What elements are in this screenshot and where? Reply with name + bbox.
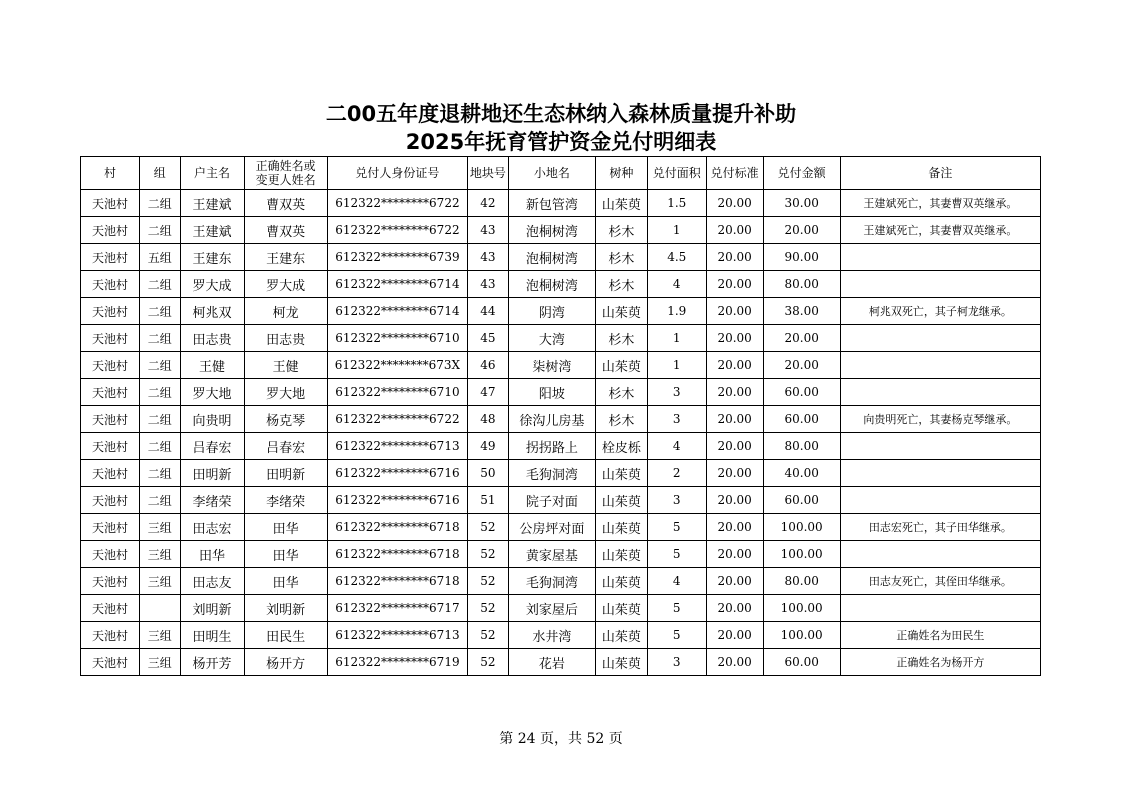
cell-head-of-household: 田华 xyxy=(180,541,244,568)
cell-group: 二组 xyxy=(139,298,180,325)
cell-id-number: 612322********6710 xyxy=(327,325,467,352)
cell-group: 五组 xyxy=(139,244,180,271)
cell-note xyxy=(840,325,1040,352)
table-row xyxy=(81,271,1041,298)
cell-group: 三组 xyxy=(139,568,180,595)
cell-amount: 60.00 xyxy=(763,487,840,514)
cell-corrected-name: 田华 xyxy=(244,568,327,595)
cell-amount: 80.00 xyxy=(763,433,840,460)
cell-amount: 38.00 xyxy=(763,298,840,325)
cell-note xyxy=(840,595,1040,622)
cell-area: 3 xyxy=(647,406,706,433)
cell-village: 天池村 xyxy=(81,406,140,433)
cell-tree-species: 山茱萸 xyxy=(596,568,648,595)
cell-id-number: 612322********6719 xyxy=(327,649,467,676)
cell-area: 1.9 xyxy=(647,298,706,325)
cell-area: 4 xyxy=(647,433,706,460)
cell-note: 正确姓名为田民生 xyxy=(840,622,1040,649)
cell-area: 4 xyxy=(647,271,706,298)
cell-amount: 60.00 xyxy=(763,406,840,433)
header-amount: 兑付金额 xyxy=(763,157,840,190)
cell-note: 正确姓名为杨开方 xyxy=(840,649,1040,676)
header-village: 村 xyxy=(81,157,140,190)
cell-plot-number: 52 xyxy=(468,514,509,541)
cell-village: 天池村 xyxy=(81,487,140,514)
cell-standard: 20.00 xyxy=(706,379,763,406)
cell-village: 天池村 xyxy=(81,649,140,676)
payment-table xyxy=(80,156,1041,676)
header-area: 兑付面积 xyxy=(647,157,706,190)
cell-tree-species: 杉木 xyxy=(596,379,648,406)
cell-plot-number: 44 xyxy=(468,298,509,325)
cell-note: 王建斌死亡，其妻曹双英继承。 xyxy=(840,217,1040,244)
cell-corrected-name: 田华 xyxy=(244,514,327,541)
cell-village: 天池村 xyxy=(81,514,140,541)
cell-group xyxy=(139,595,180,622)
table-row xyxy=(81,568,1041,595)
cell-amount: 20.00 xyxy=(763,352,840,379)
cell-plot-number: 52 xyxy=(468,622,509,649)
cell-note xyxy=(840,352,1040,379)
cell-plot-number: 45 xyxy=(468,325,509,352)
cell-corrected-name: 罗大成 xyxy=(244,271,327,298)
cell-amount: 80.00 xyxy=(763,568,840,595)
cell-plot-name: 阳坡 xyxy=(508,379,595,406)
cell-tree-species: 山茱萸 xyxy=(596,541,648,568)
cell-area: 2 xyxy=(647,460,706,487)
table-row xyxy=(81,649,1041,676)
cell-corrected-name: 李绪荣 xyxy=(244,487,327,514)
cell-note: 向贵明死亡，其妻杨克琴继承。 xyxy=(840,406,1040,433)
cell-tree-species: 栓皮栎 xyxy=(596,433,648,460)
cell-tree-species: 山茱萸 xyxy=(596,190,648,217)
header-corrected-line1: 正确姓名或 xyxy=(255,159,316,173)
cell-area: 4.5 xyxy=(647,244,706,271)
cell-group: 二组 xyxy=(139,352,180,379)
cell-head-of-household: 田志贵 xyxy=(180,325,244,352)
cell-standard: 20.00 xyxy=(706,271,763,298)
table-row xyxy=(81,433,1041,460)
table-row xyxy=(81,379,1041,406)
cell-plot-name: 泡桐树湾 xyxy=(508,244,595,271)
cell-note xyxy=(840,271,1040,298)
cell-plot-number: 48 xyxy=(468,406,509,433)
cell-standard: 20.00 xyxy=(706,487,763,514)
cell-amount: 30.00 xyxy=(763,190,840,217)
cell-village: 天池村 xyxy=(81,568,140,595)
cell-corrected-name: 杨开方 xyxy=(244,649,327,676)
cell-corrected-name: 田民生 xyxy=(244,622,327,649)
cell-id-number: 612322********6718 xyxy=(327,541,467,568)
cell-corrected-name: 田明新 xyxy=(244,460,327,487)
table-row xyxy=(81,622,1041,649)
cell-group: 二组 xyxy=(139,460,180,487)
title-line-2: 2025年抚育管护资金兑付明细表 xyxy=(405,130,717,154)
cell-group: 二组 xyxy=(139,487,180,514)
cell-village: 天池村 xyxy=(81,541,140,568)
cell-plot-number: 52 xyxy=(468,568,509,595)
cell-village: 天池村 xyxy=(81,595,140,622)
cell-id-number: 612322********6739 xyxy=(327,244,467,271)
cell-head-of-household: 王健 xyxy=(180,352,244,379)
cell-note: 王建斌死亡，其妻曹双英继承。 xyxy=(840,190,1040,217)
cell-plot-name: 公房坪对面 xyxy=(508,514,595,541)
header-note: 备注 xyxy=(840,157,1040,190)
cell-id-number: 612322********6710 xyxy=(327,379,467,406)
cell-tree-species: 杉木 xyxy=(596,244,648,271)
cell-corrected-name: 刘明新 xyxy=(244,595,327,622)
cell-group: 三组 xyxy=(139,622,180,649)
cell-plot-name: 拐拐路上 xyxy=(508,433,595,460)
cell-village: 天池村 xyxy=(81,622,140,649)
cell-amount: 20.00 xyxy=(763,217,840,244)
cell-note: 柯兆双死亡，其子柯龙继承。 xyxy=(840,298,1040,325)
cell-area: 5 xyxy=(647,622,706,649)
cell-group: 二组 xyxy=(139,271,180,298)
cell-amount: 100.00 xyxy=(763,514,840,541)
cell-amount: 40.00 xyxy=(763,460,840,487)
cell-head-of-household: 王建斌 xyxy=(180,190,244,217)
cell-tree-species: 山茱萸 xyxy=(596,352,648,379)
cell-plot-number: 52 xyxy=(468,541,509,568)
cell-village: 天池村 xyxy=(81,190,140,217)
cell-tree-species: 杉木 xyxy=(596,271,648,298)
cell-note xyxy=(840,541,1040,568)
cell-plot-number: 50 xyxy=(468,460,509,487)
cell-standard: 20.00 xyxy=(706,298,763,325)
cell-plot-name: 毛狗洞湾 xyxy=(508,568,595,595)
cell-area: 3 xyxy=(647,379,706,406)
cell-amount: 100.00 xyxy=(763,622,840,649)
cell-id-number: 612322********6713 xyxy=(327,622,467,649)
table-row xyxy=(81,460,1041,487)
cell-standard: 20.00 xyxy=(706,514,763,541)
cell-id-number: 612322********6722 xyxy=(327,406,467,433)
table-header-row xyxy=(81,157,1041,190)
cell-village: 天池村 xyxy=(81,298,140,325)
title-line-1: 二00五年度退耕地还生态林纳入森林质量提升补助 xyxy=(325,102,797,126)
cell-standard: 20.00 xyxy=(706,325,763,352)
cell-area: 5 xyxy=(647,514,706,541)
cell-standard: 20.00 xyxy=(706,217,763,244)
cell-plot-number: 47 xyxy=(468,379,509,406)
cell-village: 天池村 xyxy=(81,352,140,379)
cell-corrected-name: 罗大地 xyxy=(244,379,327,406)
cell-standard: 20.00 xyxy=(706,541,763,568)
cell-head-of-household: 柯兆双 xyxy=(180,298,244,325)
cell-plot-name: 泡桐树湾 xyxy=(508,217,595,244)
cell-head-of-household: 杨开芳 xyxy=(180,649,244,676)
cell-id-number: 612322********6713 xyxy=(327,433,467,460)
cell-id-number: 612322********6714 xyxy=(327,271,467,298)
cell-plot-number: 52 xyxy=(468,595,509,622)
table-row xyxy=(81,487,1041,514)
cell-plot-name: 毛狗洞湾 xyxy=(508,460,595,487)
cell-plot-name: 阴湾 xyxy=(508,298,595,325)
cell-standard: 20.00 xyxy=(706,352,763,379)
cell-note xyxy=(840,460,1040,487)
cell-tree-species: 山茱萸 xyxy=(596,514,648,541)
table-row xyxy=(81,325,1041,352)
cell-id-number: 612322********6718 xyxy=(327,514,467,541)
cell-amount: 100.00 xyxy=(763,541,840,568)
cell-head-of-household: 罗大地 xyxy=(180,379,244,406)
cell-id-number: 612322********6714 xyxy=(327,298,467,325)
cell-id-number: 612322********6722 xyxy=(327,217,467,244)
cell-amount: 60.00 xyxy=(763,379,840,406)
cell-plot-name: 新包管湾 xyxy=(508,190,595,217)
header-plot-number: 地块号 xyxy=(468,157,509,190)
cell-village: 天池村 xyxy=(81,271,140,298)
header-corrected-name xyxy=(244,157,327,190)
cell-group: 二组 xyxy=(139,217,180,244)
cell-corrected-name: 田华 xyxy=(244,541,327,568)
header-id-number: 兑付人身份证号 xyxy=(327,157,467,190)
cell-standard: 20.00 xyxy=(706,190,763,217)
cell-standard: 20.00 xyxy=(706,595,763,622)
cell-note: 田志友死亡，其侄田华继承。 xyxy=(840,568,1040,595)
header-tree-species: 树种 xyxy=(596,157,648,190)
cell-tree-species: 山茱萸 xyxy=(596,298,648,325)
header-corrected-line2: 变更人姓名 xyxy=(255,173,316,187)
cell-tree-species: 山茱萸 xyxy=(596,622,648,649)
cell-tree-species: 杉木 xyxy=(596,406,648,433)
cell-plot-name: 柒树湾 xyxy=(508,352,595,379)
cell-id-number: 612322********6718 xyxy=(327,568,467,595)
cell-group: 二组 xyxy=(139,190,180,217)
cell-plot-number: 51 xyxy=(468,487,509,514)
cell-corrected-name: 曹双英 xyxy=(244,190,327,217)
cell-area: 3 xyxy=(647,649,706,676)
cell-head-of-household: 田志宏 xyxy=(180,514,244,541)
cell-amount: 20.00 xyxy=(763,325,840,352)
cell-tree-species: 山茱萸 xyxy=(596,649,648,676)
table-row xyxy=(81,217,1041,244)
cell-note xyxy=(840,244,1040,271)
cell-corrected-name: 田志贵 xyxy=(244,325,327,352)
cell-area: 5 xyxy=(647,541,706,568)
cell-standard: 20.00 xyxy=(706,622,763,649)
cell-area: 3 xyxy=(647,487,706,514)
cell-head-of-household: 田明新 xyxy=(180,460,244,487)
cell-village: 天池村 xyxy=(81,379,140,406)
cell-amount: 60.00 xyxy=(763,649,840,676)
cell-area: 4 xyxy=(647,568,706,595)
table-row xyxy=(81,352,1041,379)
cell-plot-name: 水井湾 xyxy=(508,622,595,649)
table-body xyxy=(81,190,1041,676)
cell-area: 1 xyxy=(647,352,706,379)
cell-corrected-name: 吕春宏 xyxy=(244,433,327,460)
cell-group: 三组 xyxy=(139,514,180,541)
cell-head-of-household: 向贵明 xyxy=(180,406,244,433)
cell-id-number: 612322********6716 xyxy=(327,487,467,514)
cell-standard: 20.00 xyxy=(706,568,763,595)
header-group: 组 xyxy=(139,157,180,190)
cell-standard: 20.00 xyxy=(706,406,763,433)
cell-tree-species: 杉木 xyxy=(596,325,648,352)
cell-area: 5 xyxy=(647,595,706,622)
cell-corrected-name: 王健 xyxy=(244,352,327,379)
cell-head-of-household: 李绪荣 xyxy=(180,487,244,514)
cell-plot-number: 42 xyxy=(468,190,509,217)
cell-corrected-name: 杨克琴 xyxy=(244,406,327,433)
cell-group: 二组 xyxy=(139,433,180,460)
cell-group: 三组 xyxy=(139,649,180,676)
cell-corrected-name: 王建东 xyxy=(244,244,327,271)
cell-village: 天池村 xyxy=(81,217,140,244)
cell-note xyxy=(840,487,1040,514)
cell-tree-species: 山茱萸 xyxy=(596,460,648,487)
cell-village: 天池村 xyxy=(81,325,140,352)
cell-group: 二组 xyxy=(139,406,180,433)
cell-head-of-household: 罗大成 xyxy=(180,271,244,298)
cell-tree-species: 山茱萸 xyxy=(596,487,648,514)
cell-plot-name: 刘家屋后 xyxy=(508,595,595,622)
cell-id-number: 612322********673X xyxy=(327,352,467,379)
cell-id-number: 612322********6722 xyxy=(327,190,467,217)
cell-amount: 80.00 xyxy=(763,271,840,298)
cell-corrected-name: 曹双英 xyxy=(244,217,327,244)
cell-plot-number: 43 xyxy=(468,217,509,244)
cell-corrected-name: 柯龙 xyxy=(244,298,327,325)
cell-head-of-household: 刘明新 xyxy=(180,595,244,622)
cell-plot-number: 49 xyxy=(468,433,509,460)
cell-amount: 100.00 xyxy=(763,595,840,622)
table-row xyxy=(81,514,1041,541)
cell-plot-number: 43 xyxy=(468,271,509,298)
cell-group: 二组 xyxy=(139,325,180,352)
cell-standard: 20.00 xyxy=(706,460,763,487)
table-row xyxy=(81,244,1041,271)
header-standard: 兑付标准 xyxy=(706,157,763,190)
table-row xyxy=(81,298,1041,325)
cell-village: 天池村 xyxy=(81,433,140,460)
cell-id-number: 612322********6717 xyxy=(327,595,467,622)
page-footer: 第 24 页，共 52 页 xyxy=(499,731,623,747)
cell-head-of-household: 吕春宏 xyxy=(180,433,244,460)
cell-note xyxy=(840,433,1040,460)
cell-plot-name: 徐沟儿房基 xyxy=(508,406,595,433)
cell-tree-species: 杉木 xyxy=(596,217,648,244)
cell-tree-species: 山茱萸 xyxy=(596,595,648,622)
table-row xyxy=(81,541,1041,568)
cell-plot-name: 泡桐树湾 xyxy=(508,271,595,298)
cell-plot-number: 43 xyxy=(468,244,509,271)
header-head-of-household: 户主名 xyxy=(180,157,244,190)
table-row xyxy=(81,190,1041,217)
cell-plot-number: 46 xyxy=(468,352,509,379)
cell-head-of-household: 王建东 xyxy=(180,244,244,271)
cell-area: 1.5 xyxy=(647,190,706,217)
cell-village: 天池村 xyxy=(81,244,140,271)
cell-group: 三组 xyxy=(139,541,180,568)
table-row xyxy=(81,406,1041,433)
cell-standard: 20.00 xyxy=(706,244,763,271)
cell-group: 二组 xyxy=(139,379,180,406)
cell-standard: 20.00 xyxy=(706,433,763,460)
cell-area: 1 xyxy=(647,325,706,352)
cell-head-of-household: 王建斌 xyxy=(180,217,244,244)
header-plot-name: 小地名 xyxy=(508,157,595,190)
cell-amount: 90.00 xyxy=(763,244,840,271)
cell-id-number: 612322********6716 xyxy=(327,460,467,487)
cell-standard: 20.00 xyxy=(706,649,763,676)
cell-village: 天池村 xyxy=(81,460,140,487)
cell-plot-name: 花岩 xyxy=(508,649,595,676)
cell-area: 1 xyxy=(647,217,706,244)
cell-note: 田志宏死亡，其子田华继承。 xyxy=(840,514,1040,541)
table-row xyxy=(81,595,1041,622)
cell-plot-name: 黄家屋基 xyxy=(508,541,595,568)
cell-head-of-household: 田明生 xyxy=(180,622,244,649)
cell-plot-number: 52 xyxy=(468,649,509,676)
cell-note xyxy=(840,379,1040,406)
cell-head-of-household: 田志友 xyxy=(180,568,244,595)
cell-plot-name: 大湾 xyxy=(508,325,595,352)
cell-plot-name: 院子对面 xyxy=(508,487,595,514)
